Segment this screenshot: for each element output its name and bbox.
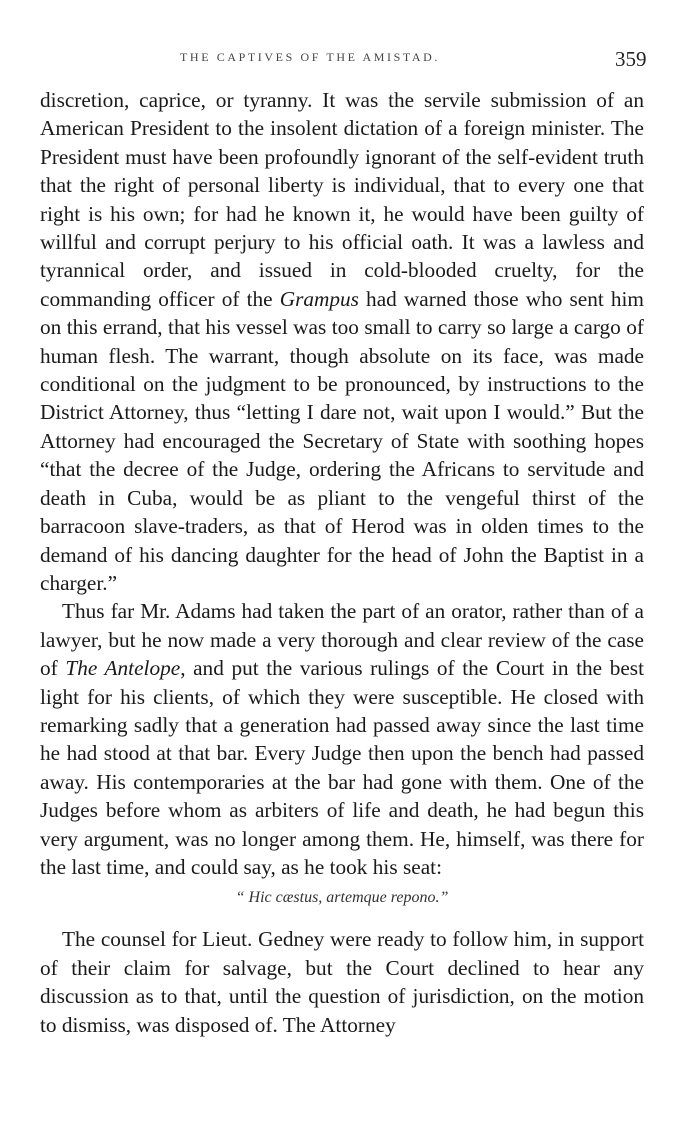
paragraph-3: The counsel for Lieut. Gedney were ready to follow him, in support of their claim for salvage, but the Court declined to hear any discussion as to that, until the question of jurisdiction, on the motion to dismiss, was disposed of. The Attorney [40, 927, 644, 1037]
running-title: THE CAPTIVES OF THE AMISTAD. [180, 50, 440, 64]
paragraph-1-text-a: discretion, caprice, or tyranny. It was the servile submission of an American President to the insolent dictation of a foreign minister. The President must have been profoundly ignorant of the self-evident truth that the right of personal liberty is individual, that to every one that right is his own; for had he known it, he would have been guilty of willful and corrupt perjury to his official oath. It was a lawless and tyrannical order, and issued in cold-blooded cruelty, for the commanding officer of the [40, 88, 644, 311]
paragraph-2 [40, 597, 644, 881]
paragraph-1 [40, 86, 644, 597]
paragraph-2-text-a: Thus far Mr. Adams had taken the part of an orator, rather than of a lawyer, but he now made a very thorough and clear review of the case of [40, 599, 644, 681]
paragraph-2-text-b: , and put the various rulings of the Court in the best light for his clients, of which they were susceptible. He closed with remarking sadly that a generation had passed away since the last time he had stood at that bar. Every Judge then upon the bench had passed away. His contemporaries at the bar had gone with them. One of the Judges before whom as arbiters of life and death, he had begun this very argument, was no longer among them. He, himself, was there for the last time, and could say, as he took his seat: [40, 656, 644, 879]
paragraph-1-text-b: had warned those who sent him on this errand, that his vessel was too small to carry so large a cargo of human flesh. The warrant, though absolute on its face, was made conditional on the judgment to be pronounced, by instructions to the District Attorney, thus “letting I dare not, wait upon I would.” But the Attorney had encouraged the Secretary of State with soothing hopes “that the decree of the Judge, ordering the Africans to servitude and death in Cuba, would be as pliant to the vengeful thirst of the barracoon slave-traders, as that of Herod was in olden times to the demand of his dancing daughter for the head of John the Baptist in a charger.” [40, 286, 644, 595]
latin-quotation: “ Hic cæstus, artemque repono.” [235, 889, 449, 907]
case-name: The Antelope [65, 656, 181, 681]
ship-name: Grampus [279, 286, 359, 311]
page-number: 359 [615, 47, 647, 71]
body-text [40, 86, 644, 1039]
running-head [0, 46, 700, 70]
